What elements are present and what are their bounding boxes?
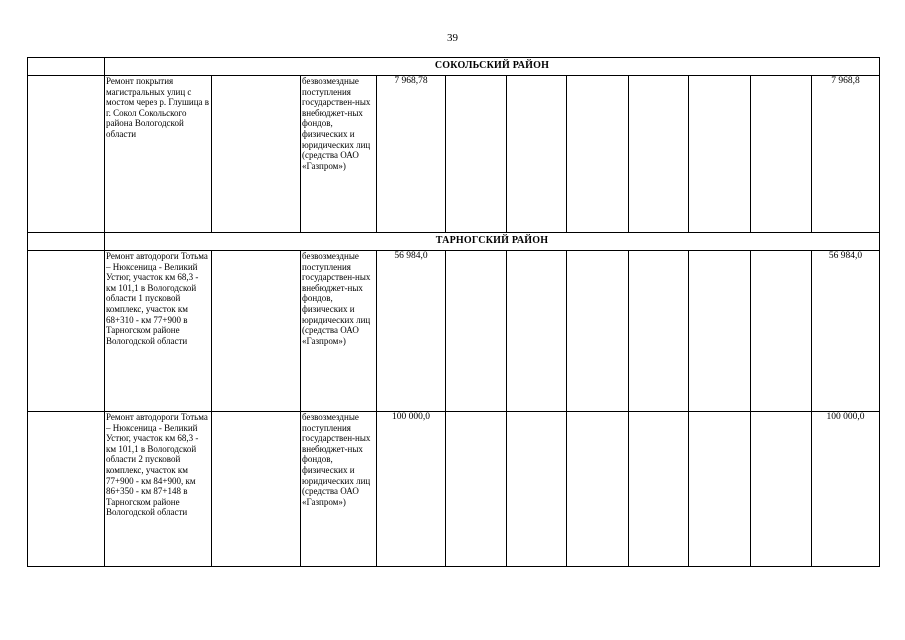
table-cell <box>212 412 301 567</box>
table-cell <box>751 412 812 567</box>
total-value: 100 000,0 <box>812 412 880 567</box>
table-cell <box>28 412 105 567</box>
table-cell <box>28 251 105 412</box>
table-cell <box>751 76 812 233</box>
project-name: Ремонт автодороги Тотьма – Нюксеница - Великий Устюг, участок км 68,3 - км 101,1 в Вологодской области 1 пусковой комплекс, участок км 68+310 - км 77+900 в Тарногском районе Вологодской области <box>105 251 212 412</box>
table-cell <box>507 412 567 567</box>
table-cell <box>751 251 812 412</box>
table-cell <box>507 251 567 412</box>
district-row <box>28 233 880 251</box>
table-row <box>28 76 880 233</box>
table-cell <box>629 251 689 412</box>
total-value: 56 984,0 <box>812 251 880 412</box>
table-cell <box>507 76 567 233</box>
budget-table <box>27 57 880 567</box>
district-name: ТАРНОГСКИЙ РАЙОН <box>105 233 880 251</box>
table-cell <box>28 76 105 233</box>
amount-value: 100 000,0 <box>377 412 446 567</box>
table-cell <box>629 412 689 567</box>
table-cell <box>28 233 105 251</box>
page-number: 39 <box>447 32 458 44</box>
district-name: СОКОЛЬСКИЙ РАЙОН <box>105 58 880 76</box>
district-row <box>28 58 880 76</box>
table-cell <box>689 412 751 567</box>
funding-source: безвозмездные поступления государствен-ных внебюджет-ных фондов, физических и юридических лиц (средства ОАО «Газпром») <box>301 251 377 412</box>
funding-source: безвозмездные поступления государствен-ных внебюджет-ных фондов, физических и юридических лиц (средства ОАО «Газпром») <box>301 76 377 233</box>
table-cell <box>689 76 751 233</box>
project-name: Ремонт покрытия магистральных улиц с мостом через р. Глушица в г. Сокол Сокольского района Вологодской области <box>105 76 212 233</box>
table-cell <box>28 58 105 76</box>
table-cell <box>567 412 629 567</box>
table-cell <box>567 251 629 412</box>
table-cell <box>212 251 301 412</box>
total-value: 7 968,8 <box>812 76 880 233</box>
table-row <box>28 251 880 412</box>
table-cell <box>446 251 507 412</box>
table-cell <box>629 76 689 233</box>
amount-value: 56 984,0 <box>377 251 446 412</box>
table-cell <box>689 251 751 412</box>
table-cell <box>446 412 507 567</box>
project-name: Ремонт автодороги Тотьма – Нюксеница - Великий Устюг, участок км 68,3 - км 101,1 в Вологодской области 2 пусковой комплекс, участок км 77+900 - км 84+900, км 86+350 - км 87+148 в Тарногском районе Вологодской области <box>105 412 212 567</box>
table-cell <box>446 76 507 233</box>
table-row <box>28 412 880 567</box>
table-cell <box>567 76 629 233</box>
funding-source: безвозмездные поступления государствен-ных внебюджет-ных фондов, физических и юридических лиц (средства ОАО «Газпром») <box>301 412 377 567</box>
amount-value: 7 968,78 <box>377 76 446 233</box>
table-cell <box>212 76 301 233</box>
